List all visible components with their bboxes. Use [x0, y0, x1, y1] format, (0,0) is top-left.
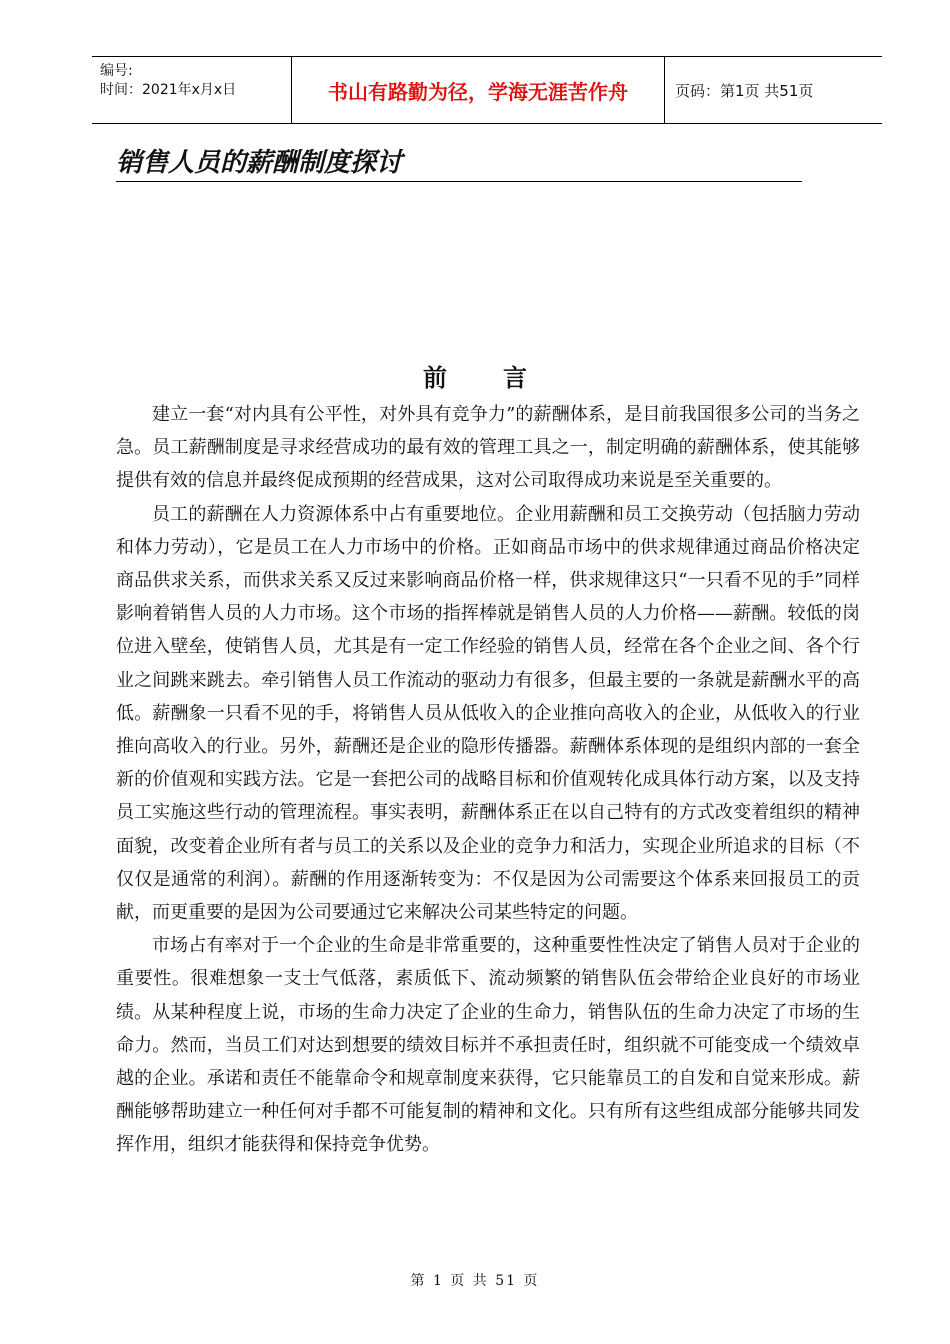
page-footer: 第 1 页 共 51 页 [410, 1273, 540, 1289]
header-motto: 书山有路勤为径，学海无涯苦作舟 [292, 57, 665, 123]
paragraph: 员工的薪酬在人力资源体系中占有重要地位。企业用薪酬和员工交换劳动（包括脑力劳动和体力劳动），它是员工在人力市场中的价格。正如商品市场中的供求规律通过商品价格决定商品供求关系，而供求关系又反过来影响商品价格一样，供求规律这只“一只看不见的手”同样影响着销售人员的人力市场。这个市场的指挥棒就是销售人员的人力价格——薪酬。较低的岗位进入壁垒，使销售人员，尤其是有一定工作经验的销售人员，经常在各个企业之间、各个行业之间跳来跳去。牵引销售人员工作流动的驱动力有很多，但最主要的一条就是薪酬水平的高低。薪酬象一只看不见的手，将销售人员从低收入的企业推向高收入的企业，从低收入的行业推向高收入的行业。另外，薪酬还是企业的隐形传播器。薪酬体系体现的是组织内部的一套全新的价值观和实践方法。它是一套把公司的战略目标和价值观转化成具体行动方案，以及支持员工实施这些行动的管理流程。事实表明，薪酬体系正在以自己特有的方式改变着组织的精神面貌，改变着企业所有者与员工的关系以及企业的竞争力和活力，实现企业所追求的目标（不仅仅是通常的利润）。薪酬的作用逐渐转变为：不仅是因为公司需要这个体系来回报员工的贡献，而更重要的是因为公司要通过它来解决公司某些特定的问题。 [116, 503, 860, 924]
section-title: 前言 [423, 364, 583, 392]
header-page-info: 页码：第1页 共51页 [675, 81, 814, 100]
body-text [116, 398, 860, 1162]
header-meta [92, 57, 292, 123]
paragraph: 市场占有率对于一个企业的生命是非常重要的，这种重要性性决定了销售人员对于企业的重要性。很难想象一支士气低落，素质低下、流动频繁的销售队伍会带给企业良好的市场业绩。从某种程度上说，市场的生命力决定了企业的生命力，销售队伍的生命力决定了市场的生命力。然而，当员工们对达到想要的绩效目标并不承担责任时，组织就不可能变成一个绩效卓越的企业。承诺和责任不能靠命令和规章制度来获得，它只能靠员工的自发和自觉来形成。薪酬能够帮助建立一种任何对手都不可能复制的精神和文化。只有所有这些组成部分能够共同发挥作用，组织才能获得和保持竞争优势。 [116, 935, 860, 1156]
number-label: 编号: [100, 63, 133, 79]
document-title: 销售人员的薪酬制度探讨 [116, 146, 802, 182]
time-label: 时间：2021年x月x日 [100, 82, 237, 98]
paragraph: 建立一套“对内具有公平性，对外具有竞争力”的薪酬体系，是目前我国很多公司的当务之急。员工薪酬制度是寻求经营成功的最有效的管理工具之一，制定明确的薪酬体系，使其能够提供有效的信息并最终促成预期的经营成果，这对公司取得成功来说是至关重要的。 [116, 404, 860, 492]
page-header [92, 56, 882, 124]
